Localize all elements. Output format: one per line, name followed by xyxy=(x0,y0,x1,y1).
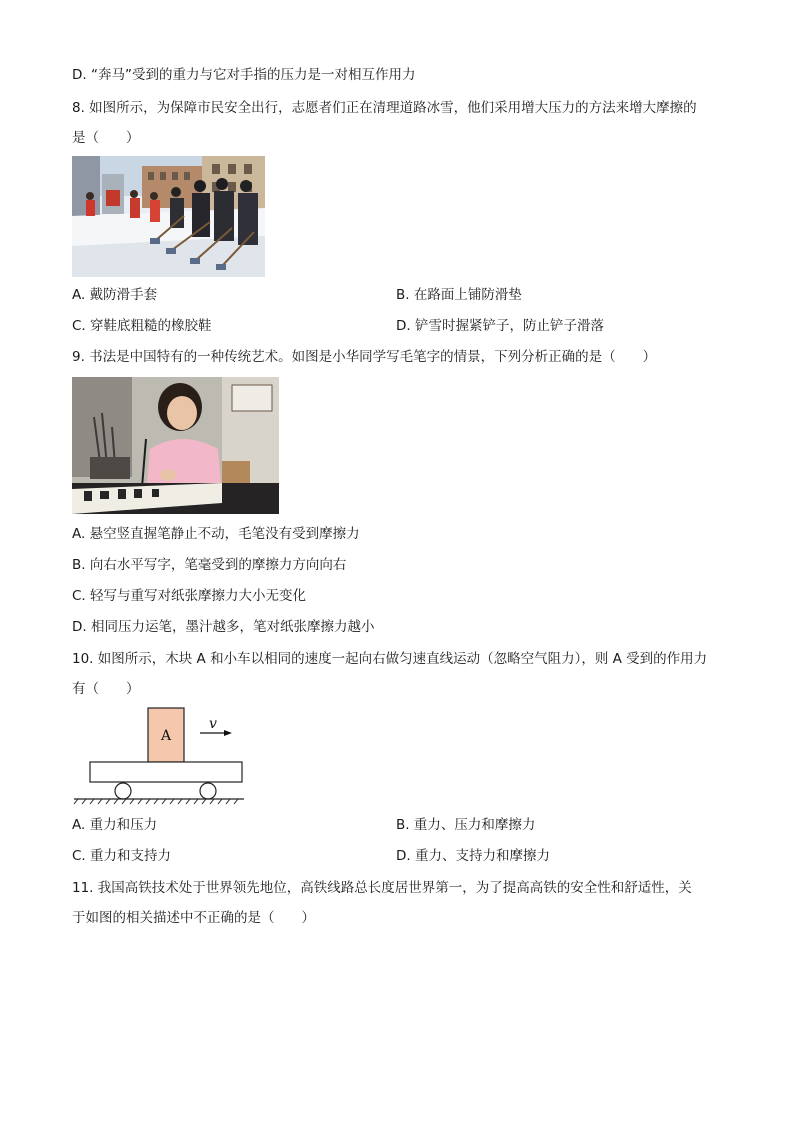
q8-stem-line1: 8. 如图所示，为保障市民安全出行，志愿者们正在清理道路冰雪，他们采用增大压力的方法来增大摩擦的 xyxy=(72,100,697,116)
q8-option-a: A. 戴防滑手套 xyxy=(72,287,158,303)
q11-stem-line2: 于如图的相关描述中不正确的是（ ） xyxy=(72,910,315,926)
q9-option-d: D. 相同压力运笔，墨汁越多，笔对纸张摩擦力越小 xyxy=(72,619,375,635)
q8-option-b: B. 在路面上铺防滑垫 xyxy=(396,287,522,303)
block-a-label: A xyxy=(160,728,172,744)
q9-option-a: A. 悬空竖直握笔静止不动，毛笔没有受到摩擦力 xyxy=(72,526,360,542)
cart-wheel-left xyxy=(115,783,131,799)
q9-option-b: B. 向右水平写字，笔毫受到的摩擦力方向向右 xyxy=(72,557,347,573)
block-cart-diagram xyxy=(72,705,248,805)
q10-option-c: C. 重力和支持力 xyxy=(72,848,172,864)
q8-stem-line2: 是（ ） xyxy=(72,130,140,146)
q10-option-a: A. 重力和压力 xyxy=(72,817,158,833)
q10-stem-line1: 10. 如图所示，木块 A 和小车以相同的速度一起向右做匀速直线运动（忽略空气阻力），则 A 受到的作用力 xyxy=(72,651,708,667)
q9-option-c: C. 轻写与重写对纸张摩擦力大小无变化 xyxy=(72,588,307,604)
q7-option-d: D. “奔马”受到的重力与它对手指的压力是一对相互作用力 xyxy=(72,67,416,83)
q10-option-b: B. 重力、压力和摩擦力 xyxy=(396,817,536,833)
snow-clearing-photo xyxy=(72,156,265,277)
velocity-label: v xyxy=(209,716,217,732)
q10-option-d: D. 重力、支持力和摩擦力 xyxy=(396,848,550,864)
cart-board xyxy=(90,762,242,782)
q9-stem: 9. 书法是中国特有的一种传统艺术。如图是小华同学写毛笔字的情景，下列分析正确的是（ ） xyxy=(72,349,657,365)
q8-option-c: C. 穿鞋底粗糙的橡胶鞋 xyxy=(72,318,212,334)
cart-wheel-right xyxy=(200,783,216,799)
q11-stem-line1: 11. 我国高铁技术处于世界领先地位，高铁线路总长度居世界第一，为了提高高铁的安全性和舒适性，关 xyxy=(72,880,692,896)
q10-stem-line2: 有（ ） xyxy=(72,681,140,697)
q8-option-d: D. 铲雪时握紧铲子，防止铲子滑落 xyxy=(396,318,604,334)
calligraphy-photo xyxy=(72,377,279,514)
